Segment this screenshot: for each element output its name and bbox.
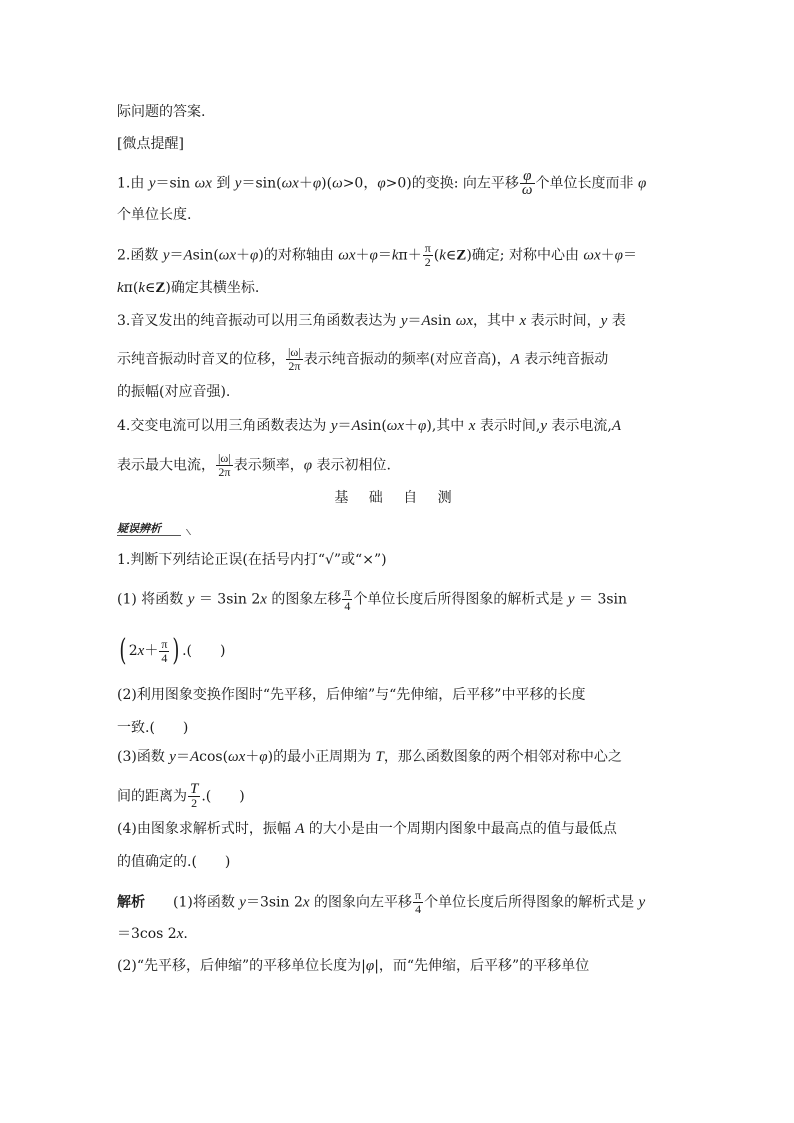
question-1: 1.判断下列结论正误(在括号内打“√”或“×”): [117, 552, 387, 568]
math: ω: [332, 175, 343, 192]
fraction: $\frac{\varphi}{\omega}$: [521, 168, 533, 198]
text: 到: [211, 175, 235, 192]
solution-line-3: (2)“先平移，后伸缩”的平移单位长度为|φ|，而“先伸缩，后平移”的平移单位: [117, 958, 590, 974]
right-paren: ): [172, 633, 180, 668]
fraction: $\frac{\pi}{2}$: [424, 241, 431, 269]
math: y: [148, 175, 156, 192]
left-paren: (: [119, 633, 127, 668]
solution-label: 解析: [117, 894, 145, 911]
tip-4-line-2: 表示最大电流， $\frac{|\omega|}{2\pi}$ 表示频率，φ 表示初相位.: [117, 451, 391, 479]
question-1-1-line-2: ( 2x＋ $\frac{\pi}{4}$ ) .( ): [119, 633, 226, 668]
fraction: $\frac{\pi}{4}$: [344, 585, 351, 613]
math: φ: [377, 175, 386, 192]
tag-underline: [117, 535, 181, 536]
text: ＝sin(: [241, 175, 282, 192]
math: y: [234, 175, 242, 192]
question-1-1-line-1: (1) 将函数 y ＝ 3sin 2x 的图象左移 $\frac{\pi}{4}$ 个单位长度后所得图象的解析式是 y ＝ 3sin: [117, 585, 628, 613]
tag-label: 疑误辨析: [117, 522, 161, 535]
tip-3-line-2: 示纯音振动时音叉的位移， $\frac{|\omega|}{2\pi}$ 表示纯音振动的频率(对应音高)，A 表示纯音振动: [117, 345, 609, 373]
question-1-4-line-1: (4)由图象求解析式时，振幅 A 的大小是由一个周期内图象中最高点的值与最低点: [117, 821, 617, 837]
text: ＝sin: [155, 175, 195, 192]
tip-1-line-1: [117, 170, 687, 197]
tip-2-line-2: kπ(k∈Z)确定其横坐标.: [117, 280, 260, 296]
text-line: 际问题的答案.: [117, 104, 206, 120]
question-1-3-line-1: (3)函数 y＝Acos(ωx＋φ)的最小正周期为 T，那么函数图象的两个相邻对称中心之: [117, 749, 622, 765]
text: )(: [321, 175, 333, 192]
solution-line-1: 解析 (1)将函数 y＝3sin 2x 的图象向左平移 $\frac{\pi}{4}$ 个单位长度后所得图象的解析式是 y: [117, 888, 646, 916]
fraction: $\frac{T}{2}$: [190, 781, 199, 810]
section-label-tips: [微点提醒]: [117, 136, 184, 152]
question-1-2-line-2: 一致.( ): [117, 720, 189, 736]
tip-3-line-1: 3.音叉发出的纯音振动可以用三角函数表达为 y＝Asin ωx，其中 x 表示时间，y 表: [117, 313, 626, 329]
text: 个单位长度而非: [535, 175, 638, 192]
tip-4-line-1: 4.交变电流可以用三角函数表达为 y＝Asin(ωx＋φ),其中 x 表示时间,y 表示电流,A: [117, 418, 622, 434]
fraction: $\frac{\pi}{4}$: [415, 888, 422, 916]
question-1-2-line-1: (2)利用图象变换作图时“先平移，后伸缩”与“先伸缩，后平移”中平移的长度: [117, 687, 586, 703]
question-1-3-line-2: 间的距离为 $\frac{T}{2}$ .( ): [117, 781, 245, 810]
fraction: $\frac{\pi}{4}$: [161, 636, 168, 665]
text: ＋: [298, 175, 313, 192]
math: φ: [312, 175, 322, 192]
text: >0，: [342, 175, 378, 192]
tip-2-line-1: 2.函数 y＝Asin(ωx＋φ)的对称轴由 ωx＋φ＝kπ＋ $\frac{\pi}{2}$ (k∈Z)确定; 对称中心由 ωx＋φ＝: [117, 241, 637, 269]
question-1-4-line-2: 的值确定的.( ): [117, 854, 231, 870]
solution-line-2: ＝3cos 2x.: [117, 926, 188, 942]
tip-3-line-3: 的振幅(对应音强).: [117, 384, 231, 400]
math: ωx: [281, 175, 299, 192]
tip-1-line-2: 个单位长度.: [117, 207, 192, 223]
math: ωx: [194, 175, 212, 192]
fraction: $\frac{|\omega|}{2\pi}$: [218, 451, 231, 479]
fraction: $\frac{|\omega|}{2\pi}$: [288, 345, 301, 373]
text: 1.由: [117, 175, 149, 192]
text: >0)的变换: 向左平移: [385, 175, 519, 192]
math: φ: [637, 175, 647, 192]
section-heading: 基 础 自 测: [334, 490, 460, 506]
